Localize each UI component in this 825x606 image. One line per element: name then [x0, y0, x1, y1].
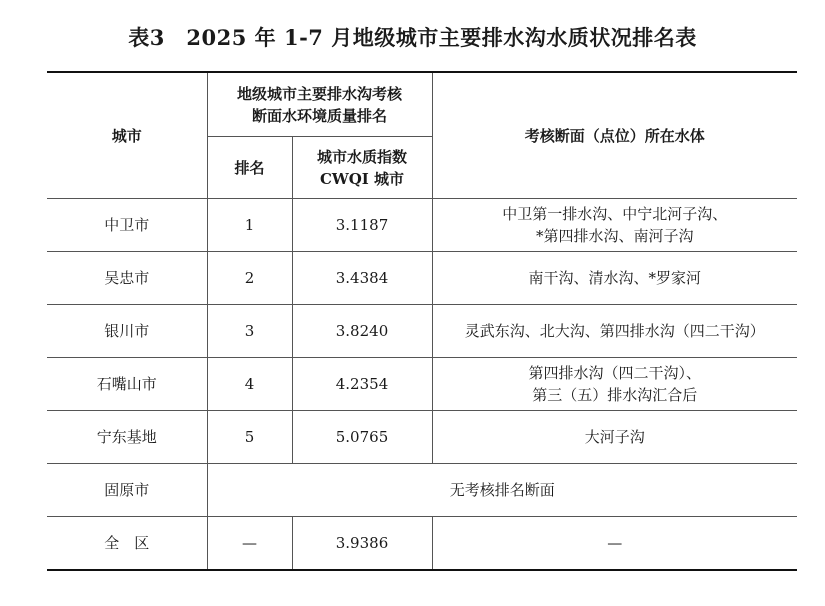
city-cell: 石嘴山市	[47, 358, 207, 411]
table-row-total	[47, 517, 797, 571]
cwqi-cell: 5.0765	[292, 411, 432, 464]
header-cwqi	[292, 137, 432, 199]
sections-cell	[432, 199, 797, 252]
header-cwqi-line1: 城市水质指数	[317, 147, 408, 166]
city-cell: 中卫市	[47, 199, 207, 252]
header-rank: 排名	[207, 137, 292, 199]
rank-cell: 1	[207, 199, 292, 252]
city-cell: 固原市	[47, 464, 207, 517]
sections-cell: —	[432, 517, 797, 571]
sections-line2: 第三（五）排水沟汇合后	[532, 386, 698, 404]
sections-cell	[432, 358, 797, 411]
rank-cell: 4	[207, 358, 292, 411]
rank-cell: 3	[207, 305, 292, 358]
cwqi-cell: 3.9386	[292, 517, 432, 571]
rank-cell: 2	[207, 252, 292, 305]
table-row	[47, 252, 797, 305]
table-row	[47, 305, 797, 358]
rank-cell: —	[207, 517, 292, 571]
rank-cell: 5	[207, 411, 292, 464]
cwqi-cell: 3.8240	[292, 305, 432, 358]
header-sections: 考核断面（点位）所在水体	[432, 72, 797, 199]
city-cell: 吴忠市	[47, 252, 207, 305]
header-group	[207, 72, 432, 137]
city-cell: 宁东基地	[47, 411, 207, 464]
cwqi-cell: 3.4384	[292, 252, 432, 305]
header-cwqi-line2: CWQI 城市	[319, 169, 405, 188]
header-group-line2: 断面水环境质量排名	[252, 106, 388, 125]
table-row	[47, 358, 797, 411]
header-group-line1: 地级城市主要排水沟考核	[237, 84, 403, 103]
city-cell: 银川市	[47, 305, 207, 358]
ranking-table	[47, 71, 797, 571]
table-row-guyuan	[47, 464, 797, 517]
sections-cell: 灵武东沟、北大沟、第四排水沟（四二干沟）	[432, 305, 797, 358]
cwqi-cell: 4.2354	[292, 358, 432, 411]
sections-cell: 大河子沟	[432, 411, 797, 464]
table-row	[47, 199, 797, 252]
table-title: 表3 2025 年 1-7 月地级城市主要排水沟水质状况排名表	[128, 25, 697, 50]
city-cell: 全 区	[47, 517, 207, 571]
no-ranking-note: 无考核排名断面	[207, 464, 797, 517]
header-city: 城市	[47, 72, 207, 199]
sections-cell: 南干沟、清水沟、*罗家河	[432, 252, 797, 305]
sections-line2: *第四排水沟、南河子沟	[536, 227, 694, 245]
sections-line1: 中卫第一排水沟、中宁北河子沟、	[502, 205, 728, 223]
cwqi-cell: 3.1187	[292, 199, 432, 252]
table-row	[47, 411, 797, 464]
sections-line1: 第四排水沟（四二干沟）、	[528, 364, 702, 382]
